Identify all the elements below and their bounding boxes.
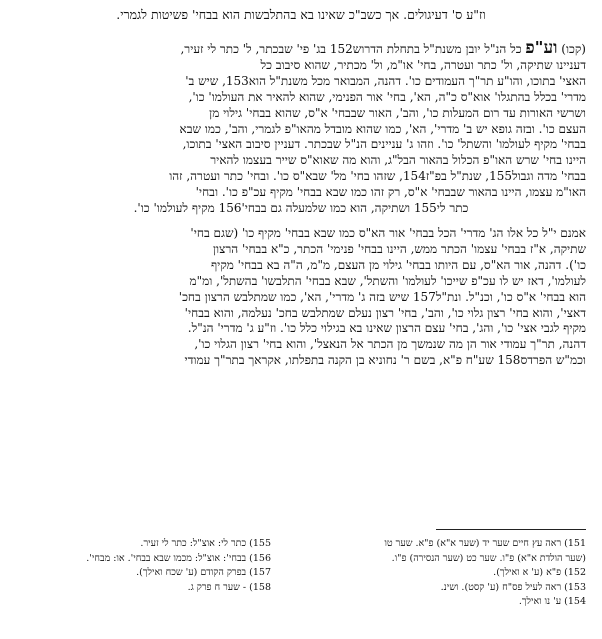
paragraph-line: כו'). דהנה, אור הא"ס, עם היותו בבחי' גילוי מן העצם, מ"מ, ה"ה בא בבחי' מקיף: [210, 257, 586, 272]
paragraph-line: (קכו) וע"פ כל הנ"ל יובן משנת"ל בתחלת הדרוש152 בג' פי' שבכתר, ל' כתר לי זעיר,: [16, 41, 586, 58]
paragraph-line: בבחי' מקיף לעולמו' והשתל' כו'. וזהו ג' עניינים הנ"ל שבכתר. דעניין סיבוב האצי' בתוכו,: [182, 137, 586, 152]
paragraph-line: העצם כו'. ובזה גופא יש ב' מדרי', הא', כמו שהוא מובדל מהאו"פ לגמרי, והב', כמו שבא: [179, 121, 586, 136]
footnote: (שער הולדת א"א) פ"ו. שער כט (שער הנסירה) פ"ו.: [391, 552, 586, 564]
paragraph-line: שתיקה, א"ז בבחי' עצמו' הכתר ממש, היינו בבחי' פנימי' הכתר, כ"א בבחי' הרצון: [212, 241, 586, 256]
paragraph-line: היינו בחי' שרש האו"פ הכלול בהאור הבל"ג, והוא מה שאוא"ס שייר בעצמו להאיר: [210, 153, 586, 168]
footnotes-right-column: [286, 537, 586, 610]
paragraph-126: [16, 41, 586, 217]
paragraph-line: לעולמו', דאז יש לו עכ"פ שייכו' לעולמו' והשתל', שבא בבחי' התלבשו' בהשתל', ומ"מ: [189, 273, 586, 288]
footnote-divider: [436, 529, 586, 530]
paragraph-line: האו"מ עצמו, היינו בהאור שבבחי' א"ס, רק זהו כמו שבא בבחי' מקיף עכ"פ כו'. ובחי': [195, 185, 586, 200]
paragraph-line: מדרי' בכלל בהתגלו' אוא"ס כ"ה, הא', בחי' אור הפנימי, שהוא להאיר את העולמו' כו',: [188, 89, 586, 104]
footnote: 155) כתר לי: אוצ"ל: כתר לי זעיר.: [140, 538, 271, 549]
paragraph-continuation: [16, 226, 586, 369]
footnote: 156) בבחי': אוצ"ל: מכמו שבא בבחי'. או: מבחי'.: [86, 552, 271, 564]
paragraph-line: כתר לי155 ושתיקה, הוא כמו שלמעלה גם בבחי'156 מקיף לעולמו' כו'.: [133, 201, 469, 216]
paragraph-line: דהנה, תר"ך עמודי אור הן מה שנמשך מן הכתר אל הנאצל', והוא בחי' רצון הגלוי כו',: [194, 337, 586, 352]
paragraph-line: וכמ"ש הפרדס158 שע"ח פ"א, בשם ר' נחוניא בן הקנה בתפלתו, אקראך בתר"ך עמודי: [184, 353, 586, 368]
footnote: 152) פ"א (ע' א ואילך).: [493, 567, 586, 579]
paragraph-line: האצי' בתוכו, והו"ע תר"ך העמודים כו'. דהנה, המבואר מכל משנת"ל הוא153, שיש ב': [185, 73, 586, 88]
paragraph-line: דאצי', והוא בחי' רצון גלוי כו', והב', בחי' רצון נעלם שמתלבש בחכ' נעלמה, והוא בבחי': [184, 305, 586, 320]
paragraph-line: בבחי' מדה וגבול155, שנת"ל בפ"ז154, שזהו בחי' מל' שבא"ס כו'. ובחי' כתר ועטרה, זהו: [169, 169, 586, 184]
footnote: 153) ראה לעיל פס"ח (ע' קסט). ושינ.: [440, 581, 586, 593]
paragraph-line: הוא בבחי' א"ס כו', וכנ"ל. ונת"ל157 שיש בזה ג' מדרי', הא', כמו שמתלבש הרצון בחכ': [178, 289, 586, 304]
paragraph-lead-word: וע"פ: [525, 41, 558, 58]
footnote: 158) - שער ח פרק ג.: [187, 581, 271, 593]
footnote: 154) ע' נו ואילך.: [518, 596, 586, 608]
paragraph-line: ושרשי האורות עד רום המעלות כו', והב', האור שבבחי' א"ס, שהוא בבחי' גילוי מן: [209, 105, 586, 120]
footnotes-left-column: [16, 537, 271, 610]
paragraph-line: מקיף לגבי אצי' כו', והג', בחי' עצם הרצון שאינו בא בגילוי כלל כו'. וז"ע ג' מדרי' הנ"ל.: [187, 321, 586, 336]
paragraph-line: אמנם י"ל כל אלו הג' מדרי' הכל בבחי' אור הא"ס כמו שבא בבחי' מקיף כו' (שגם בחי': [190, 225, 586, 240]
footnote: 157) בפרק הקודם (ע' שכח ואילך).: [136, 567, 271, 579]
footnote: 151) ראה עץ חיים שער יד (שער א"א) פ"א. שער טו: [384, 538, 586, 549]
footnotes: [16, 537, 586, 610]
paragraph-line: דעניינו שתיקה, ול' כתר ועטרה, בחי' או"מ, ול' מכתיר, שהוא סיבוב כל: [260, 57, 586, 72]
top-line: וז"ע ס' דעיגולים. אך כשב"כ שאינו בא בהתלבשות הוא בבחי' פשיטות לגמרי.: [116, 7, 486, 22]
